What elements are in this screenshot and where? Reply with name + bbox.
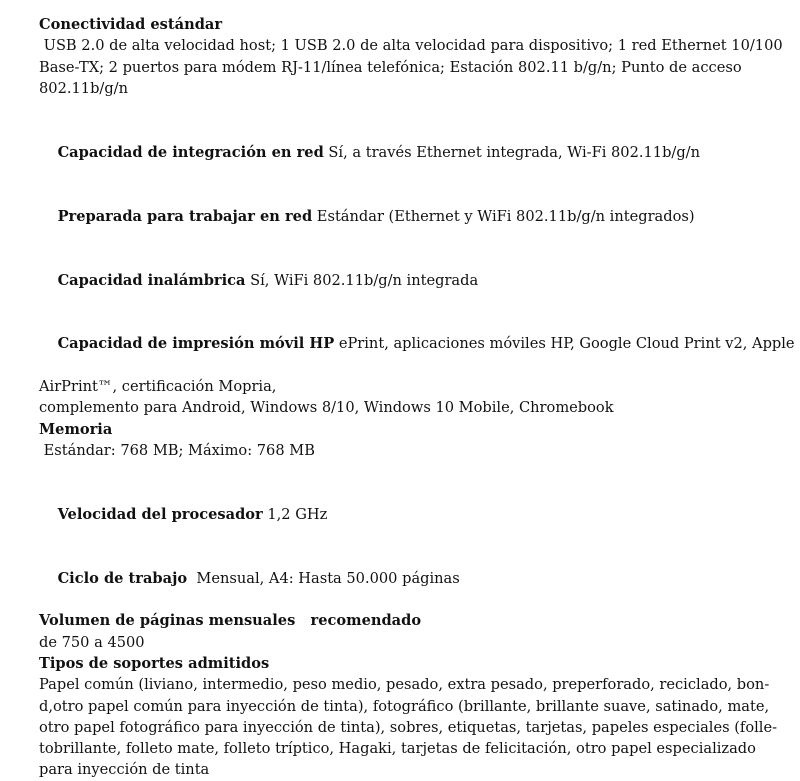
duty-cycle-row xyxy=(39,546,779,610)
media-types-line: otro papel fotográfico para inyección de tinta), sobres, etiquetas, tarjetas, papeles especiales (folle- xyxy=(39,718,778,736)
network-integration-label: Capacidad de integración en red xyxy=(57,143,324,161)
connectivity-line: 802.11b/g/n xyxy=(39,79,128,97)
spacer xyxy=(39,461,779,482)
network-integration-value: Sí, a través Ethernet integrada, Wi-Fi 802.11b/g/n xyxy=(323,143,700,161)
media-types-line: tobrillante, folleto mate, folleto tríptico, Hagaki, tarjetas de felicitación, otro papel especializado xyxy=(39,740,756,758)
wireless-label: Capacidad inalámbrica xyxy=(57,271,246,289)
spacer xyxy=(39,99,779,120)
mobile-print-line: complemento para Android, Windows 8/10, Windows 10 Mobile, Chromebook xyxy=(39,399,614,417)
duty-cycle-label: Ciclo de trabajo xyxy=(57,569,188,587)
connectivity-line: USB 2.0 de alta velocidad host; 1 USB 2.0 de alta velocidad para dispositivo; 1 red Ethernet 10/100 xyxy=(39,37,783,55)
media-types-line: d,otro papel común para inyección de tinta), fotográfico (brillante, brillante suave, satinado, mate, xyxy=(39,697,770,715)
monthly-volume-label: Volumen de páginas mensuales recomendado xyxy=(39,612,422,630)
processor-value: 1,2 GHz xyxy=(262,505,328,523)
monthly-volume-value: de 750 a 4500 xyxy=(39,633,145,651)
mobile-print-value: ePrint, aplicaciones móviles HP, Google Cloud Print v2, Apple xyxy=(334,335,795,353)
mobile-print-label: Capacidad de impresión móvil HP xyxy=(57,335,335,353)
connectivity-line: Base-TX; 2 puertos para módem RJ-11/línea telefónica; Estación 802.11 b/g/n; Punto de acceso xyxy=(39,58,742,76)
media-types-title: Tipos de soportes admitidos xyxy=(39,654,270,672)
processor-label: Velocidad del procesador xyxy=(57,505,263,523)
network-integration-row xyxy=(39,120,779,184)
network-ready-value: Estándar (Ethernet y WiFi 802.11b/g/n integrados) xyxy=(312,207,695,225)
media-types-line: para inyección de tinta xyxy=(39,761,210,779)
mobile-print-row xyxy=(39,312,795,376)
memory-title: Memoria xyxy=(39,420,113,438)
duty-cycle-value: Mensual, A4: Hasta 50.000 páginas xyxy=(187,569,460,587)
spec-document xyxy=(39,14,795,781)
wireless-row xyxy=(39,248,779,312)
media-types-line: Papel común (liviano, intermedio, peso medio, pesado, extra pesado, preperforado, reciclado, bon- xyxy=(39,676,770,694)
memory-value: Estándar: 768 MB; Máximo: 768 MB xyxy=(39,441,315,459)
network-ready-row xyxy=(39,184,779,248)
wireless-value: Sí, WiFi 802.11b/g/n integrada xyxy=(245,271,479,289)
network-ready-label: Preparada para trabajar en red xyxy=(57,207,313,225)
mobile-print-line: AirPrint™, certificación Mopria, xyxy=(39,378,277,396)
connectivity-title: Conectividad estándar xyxy=(39,16,223,33)
processor-row xyxy=(39,483,779,547)
